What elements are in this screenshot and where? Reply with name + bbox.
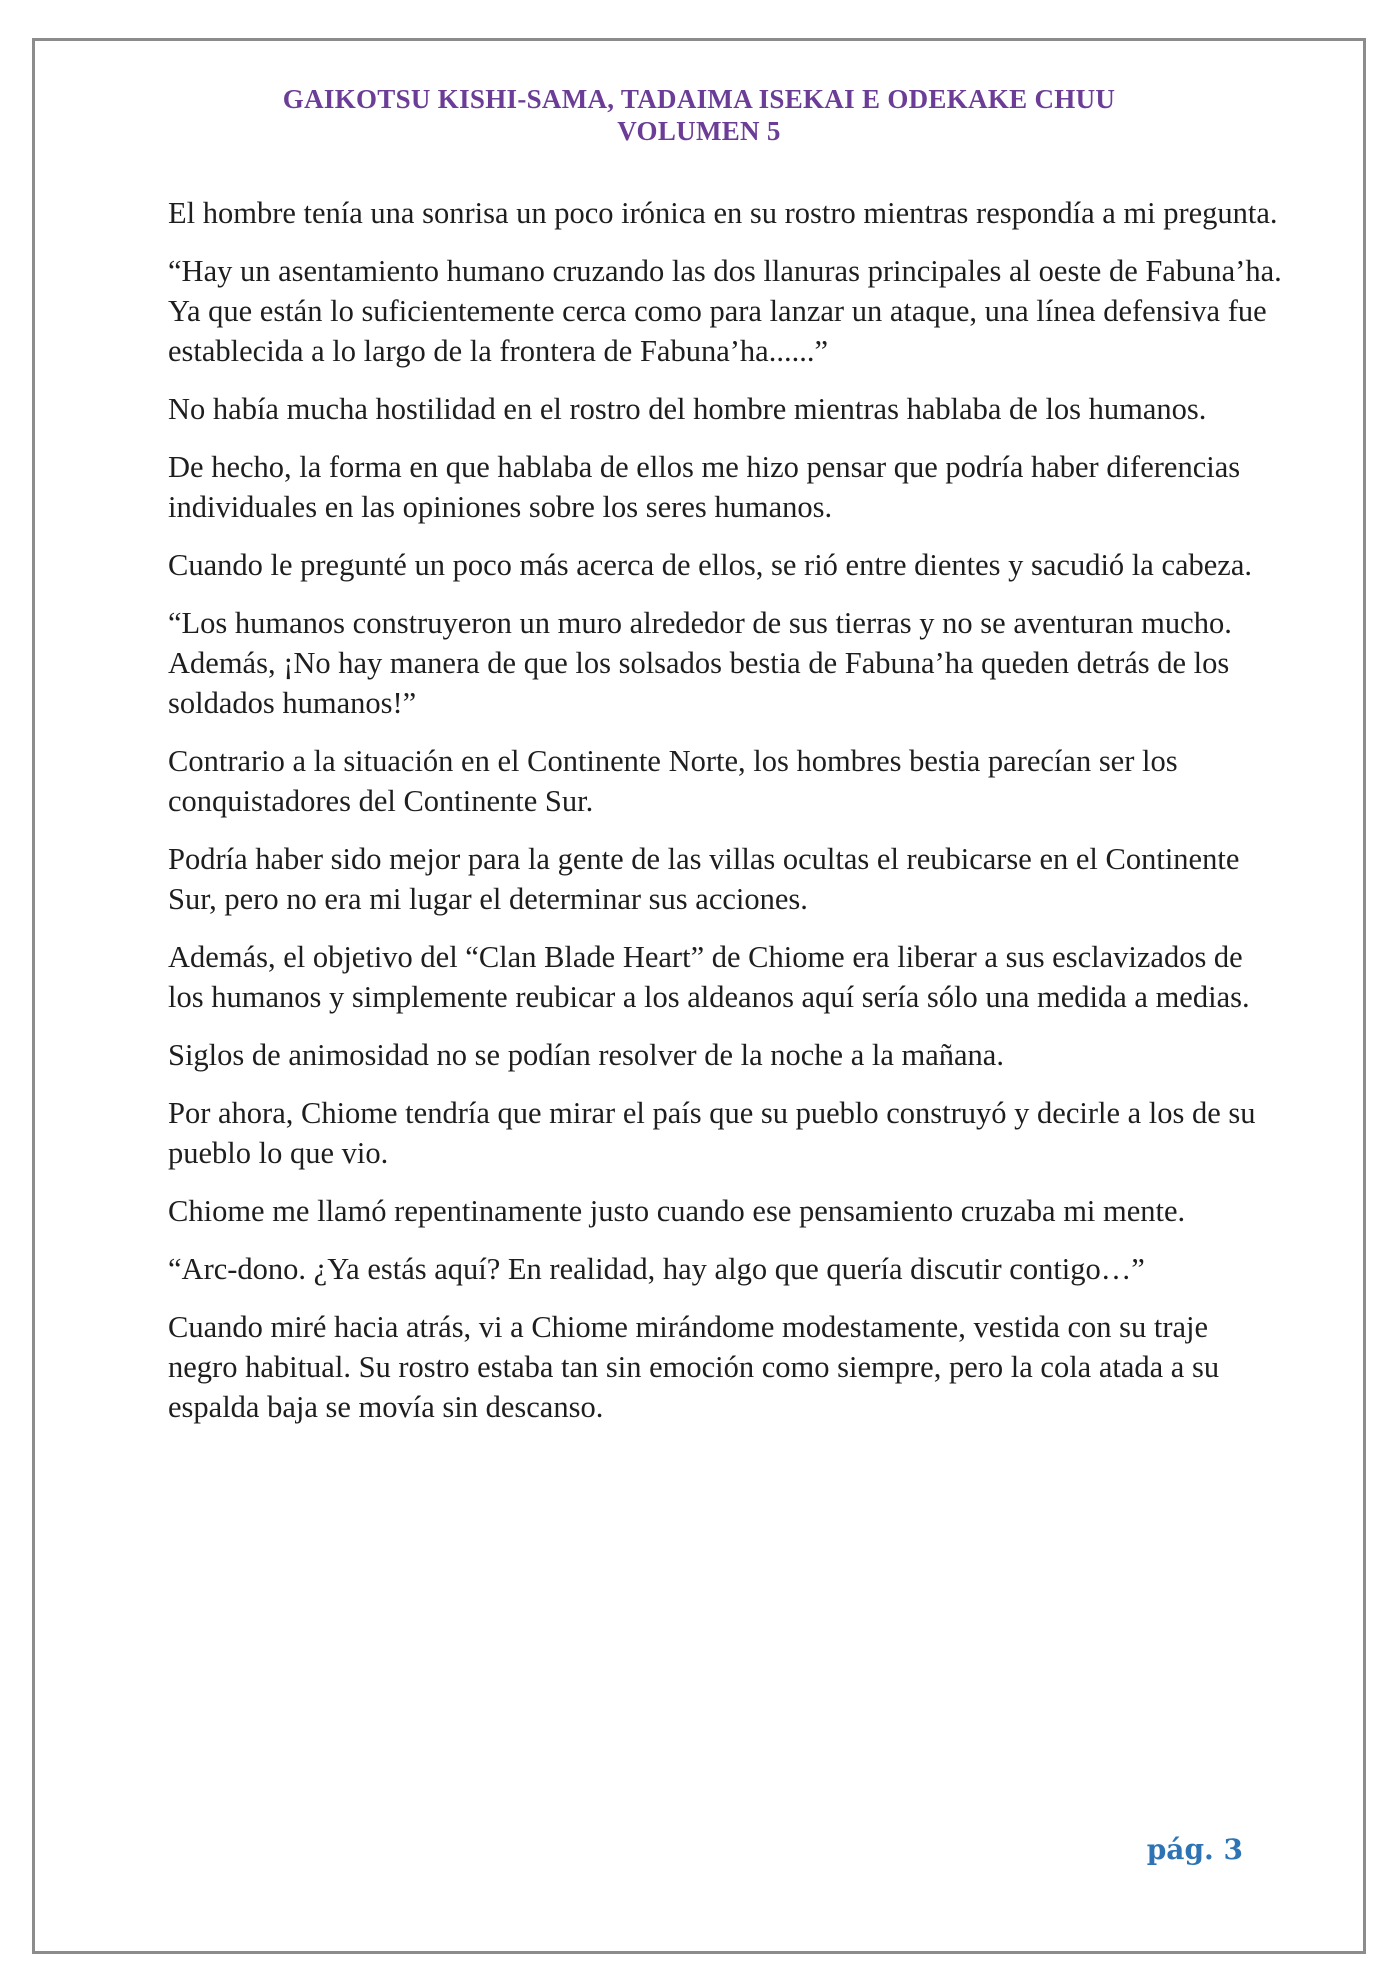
- page-number: pág. 3: [1146, 1833, 1243, 1866]
- header-volume: VOLUMEN 5: [617, 116, 781, 146]
- page-border: [32, 38, 1366, 1954]
- paragraph: “Hay un asentamiento humano cruzando las dos llanuras principales al oeste de Fabuna’ha. Ya que están lo suficientemente cerca como para lanzar un ataque, una línea defensiva fue establecida a lo largo de la frontera de Fabuna’ha......”: [168, 254, 1282, 368]
- paragraph: Cuando miré hacia atrás, vi a Chiome mirándome modestamente, vestida con su traje negro habitual. Su rostro estaba tan sin emoción como siempre, pero la cola atada a su espalda baja se movía sin descanso.: [168, 1310, 1220, 1424]
- paragraph: “Arc-dono. ¿Ya estás aquí? En realidad, hay algo que quería discutir contigo…”: [168, 1252, 1145, 1286]
- paragraph: “Los humanos construyeron un muro alrededor de sus tierras y no se aventuran mucho. Además, ¡No hay manera de que los solsados bestia de Fabuna’ha queden detrás de los soldados humanos!”: [168, 606, 1232, 720]
- paragraph: Chiome me llamó repentinamente justo cuando ese pensamiento cruzaba mi mente.: [168, 1194, 1186, 1228]
- document-header: [35, 83, 1363, 147]
- paragraph: Cuando le pregunté un poco más acerca de ellos, se rió entre dientes y sacudió la cabeza.: [168, 548, 1253, 582]
- document-body: [168, 193, 1283, 1445]
- paragraph: De hecho, la forma en que hablaba de ellos me hizo pensar que podría haber diferencias individuales en las opiniones sobre los seres humanos.: [168, 450, 1241, 524]
- paragraph: Contrario a la situación en el Continente Norte, los hombres bestia parecían ser los conquistadores del Continente Sur.: [168, 744, 1178, 818]
- paragraph: Por ahora, Chiome tendría que mirar el país que su pueblo construyó y decirle a los de su pueblo lo que vio.: [168, 1096, 1256, 1170]
- paragraph: Podría haber sido mejor para la gente de las villas ocultas el reubicarse en el Continente Sur, pero no era mi lugar el determinar sus acciones.: [168, 842, 1240, 916]
- header-title: GAIKOTSU KISHI-SAMA, TADAIMA ISEKAI E ODEKAKE CHUU: [282, 84, 1116, 114]
- paragraph: Siglos de animosidad no se podían resolver de la noche a la mañana.: [168, 1038, 1004, 1072]
- paragraph: No había mucha hostilidad en el rostro del hombre mientras hablaba de los humanos.: [168, 392, 1207, 426]
- paragraph: El hombre tenía una sonrisa un poco irónica en su rostro mientras respondía a mi pregunta.: [168, 196, 1278, 230]
- paragraph: Además, el objetivo del “Clan Blade Heart” de Chiome era liberar a sus esclavizados de los humanos y simplemente reubicar a los aldeanos aquí sería sólo una medida a medias.: [168, 940, 1250, 1014]
